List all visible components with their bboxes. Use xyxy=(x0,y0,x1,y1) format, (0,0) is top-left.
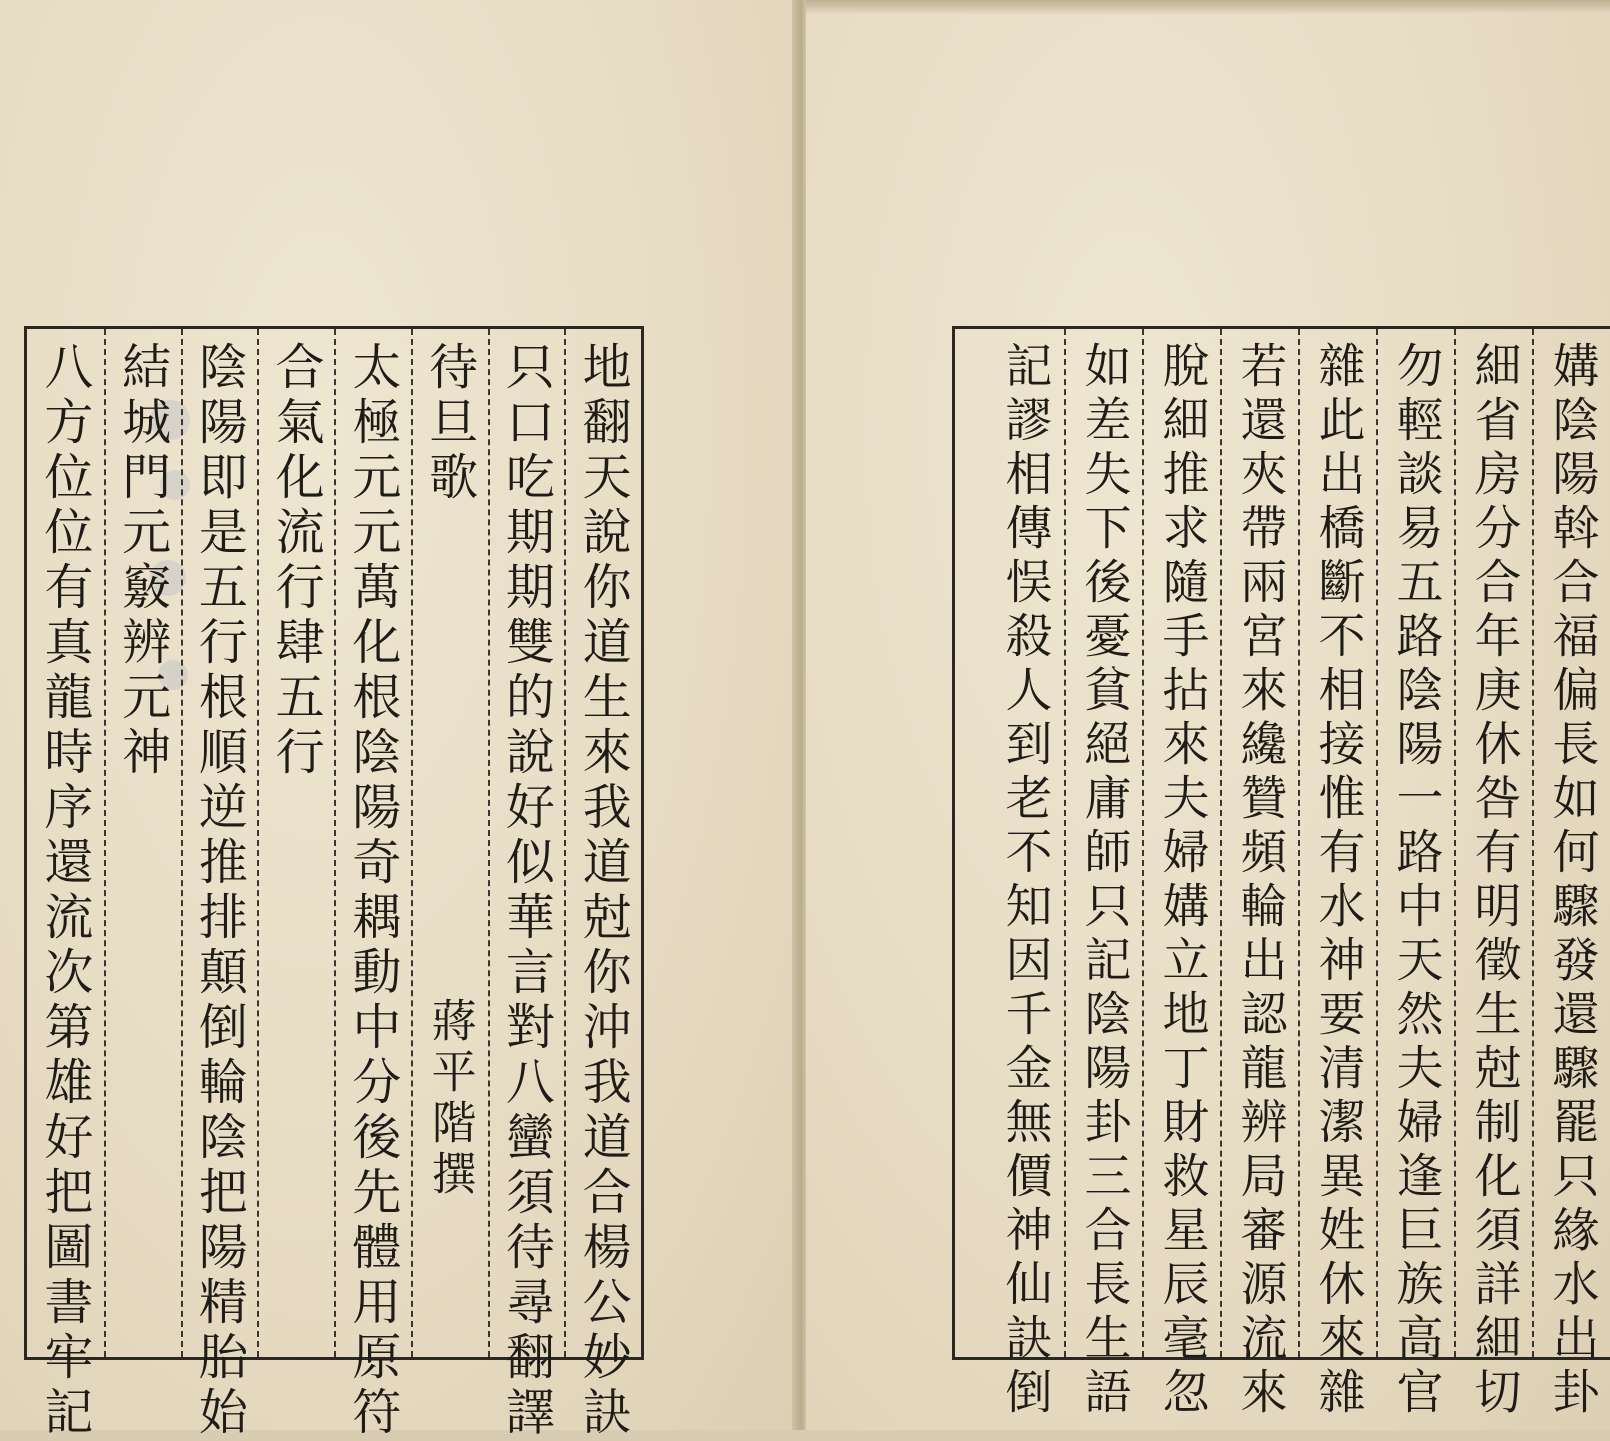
section-heading: 待旦歌 xyxy=(421,341,479,506)
text-column xyxy=(181,329,258,1441)
column-text: 太極元元萬化根陰陽奇耦動中分後先體用原符 xyxy=(344,341,402,1441)
column-text: 八方位位有真龍時序還流次第雄好把圖書牢記 xyxy=(36,341,94,1441)
column-text: 地翻天說你道生來我道尅你沖我道合楊公妙訣 xyxy=(575,341,633,1441)
column-text: 勿輕談易五路陰陽一路中天然夫婦逢巨族高官 xyxy=(1388,341,1444,1421)
column-text: 若還夾帶兩宮來纔贊頻輪出認龍辨局審源流來 xyxy=(1232,341,1288,1421)
text-column xyxy=(1220,329,1298,1421)
text-column xyxy=(1142,329,1220,1421)
text-column xyxy=(488,329,565,1441)
column-text: 陰陽即是五行根順逆推排顛倒輪陰把陽精胎始 xyxy=(191,341,249,1441)
page-top-edge xyxy=(806,0,1610,14)
text-column xyxy=(1064,329,1142,1421)
text-column xyxy=(257,329,334,1357)
column-text: 只口吃期期雙的說好似華言對八蠻須待尋翻譯 xyxy=(498,341,556,1441)
column-text: 合氣化流行肆五行 xyxy=(268,341,326,781)
author-attribution: 蔣平階撰 xyxy=(423,997,477,1201)
right-page xyxy=(806,0,1610,1430)
text-column xyxy=(1532,329,1610,1421)
text-column xyxy=(986,329,1064,1421)
right-text-block xyxy=(952,326,1610,1421)
column-text: 脫細推求隨手拈來夫婦媾立地丁財救星辰毫忽 xyxy=(1154,341,1210,1421)
text-column xyxy=(334,329,411,1441)
text-column xyxy=(411,329,488,1357)
column-text: 記謬相傳悮殺人到老不知因千金無價神仙訣倒 xyxy=(997,341,1053,1421)
text-column xyxy=(27,329,104,1441)
column-text: 如差失下後憂貧絕庸師只記陰陽卦三合長生語 xyxy=(1076,341,1132,1421)
text-column xyxy=(104,329,181,1357)
text-column xyxy=(1454,329,1532,1421)
column-text: 結城門元竅辨元神 xyxy=(114,341,172,781)
column-text: 雜此出橋斷不相接惟有水神要清潔異姓休來雜 xyxy=(1310,341,1366,1421)
column-text: 細省房分合年庚休咎有明徵生尅制化須詳細切 xyxy=(1466,341,1522,1421)
text-column xyxy=(1376,329,1454,1421)
text-column xyxy=(564,329,641,1441)
left-text-block xyxy=(24,326,644,1441)
left-page xyxy=(0,0,800,1441)
text-column xyxy=(1298,329,1376,1421)
column-text: 媾陰陽斡合福偏長如何驟發還驟罷只緣水出卦 xyxy=(1544,341,1600,1421)
